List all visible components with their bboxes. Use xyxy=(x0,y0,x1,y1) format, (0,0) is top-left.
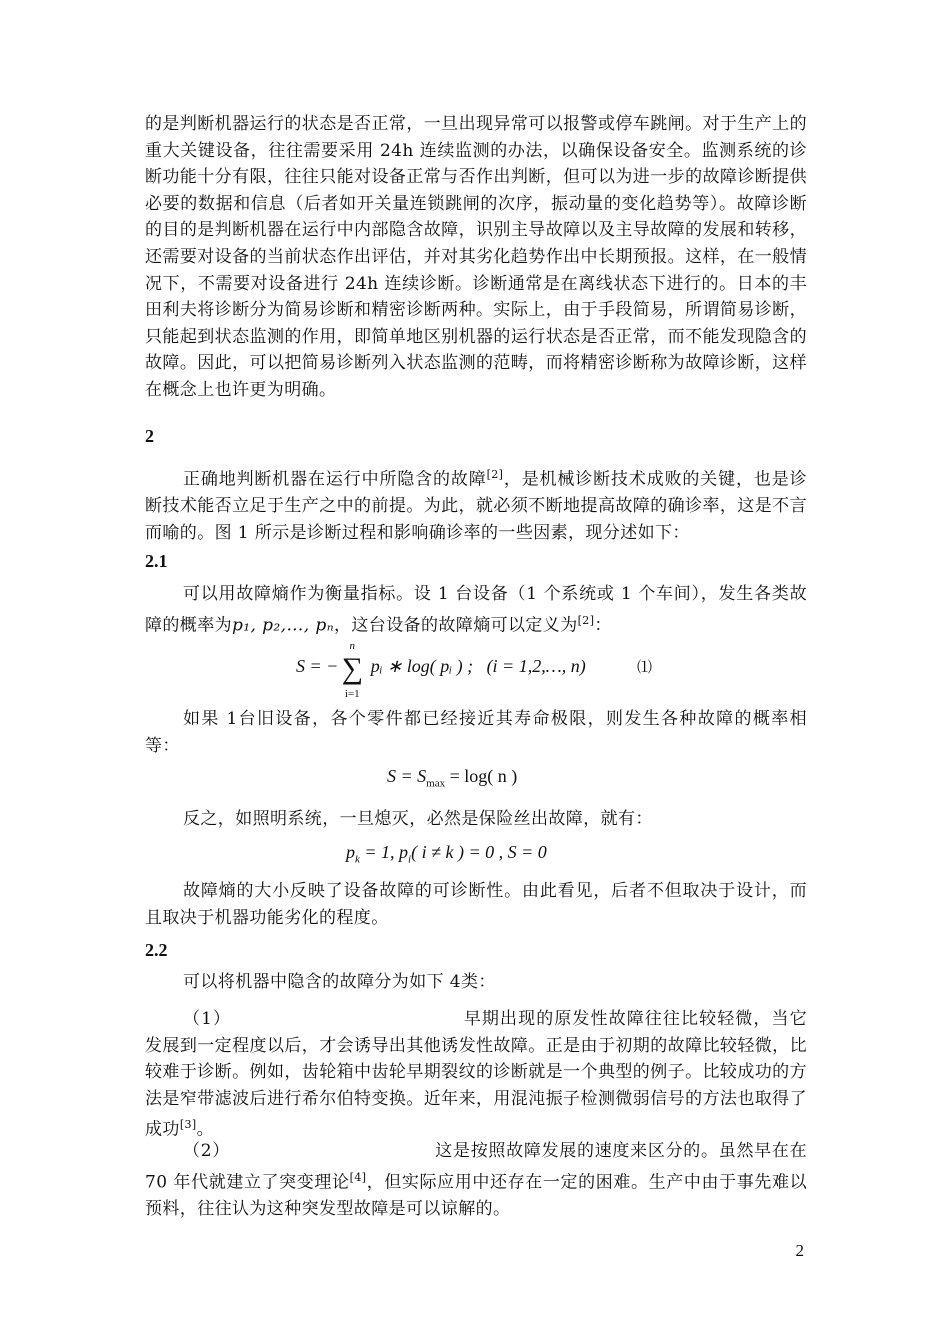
formula-zero-entropy: $p_k = 1$, $p_i$( i ≠ k ) = 0 , S = 0 xyxy=(346,842,547,866)
section-heading-2-1: 2.1 xyxy=(145,551,168,571)
summation-sign: n ∑ i=1 xyxy=(341,640,363,700)
paragraph-equal-probability: 如果 1台旧设备，各个零件都已经接近其寿命极限，则发生各种故障的概率相等： xyxy=(145,709,807,756)
formula-number-1: ⑴ xyxy=(637,658,653,676)
paragraph-section-2-1: 可以用故障熵作为衡量指标。设 1 台设备（1 个系统或 1 个车间），发生各类故障的概率为p₁, p₂,…, pₙ，这台设备的故障熵可以定义为[2]： xyxy=(145,584,807,636)
paragraph-fault-type-2: （2） 这是按照故障发展的速度来区分的。虽然早在在 70 年代就建立了突变理论[4]，但实际应用中还存在一定的困难。生产中由于事先难以预料，往往认为这种突发型故障是可以谅解的。 xyxy=(145,1141,807,1219)
paragraph-section-2: 正确地判断机器在运行中所隐含的故障[2]，是机械诊断技术成败的关键，也是诊断技术能否立足于生产之中的前提。为此，就必须不断地提高故障的确诊率，这是不言而喻的。图 1 所示是诊断过程和影响确诊率的一些因素，现分述如下： xyxy=(145,468,807,543)
paragraph-fault-type-1: （1） 早期出现的原发性故障往往比较轻微，当它发展到一定程度以后，才会诱导出其他诱发性故障。正是由于初期的故障比较轻微，比较难于诊断。例如，齿轮箱中齿轮早期裂纹的诊断就是一个典型的例子。比较成功的方法是窄带滤波后进行希尔伯特变换。近年来，用混沌振子检测微弱信号的方法也取得了成功[3]。 xyxy=(145,1009,807,1141)
section-heading-2-2: 2.2 xyxy=(145,940,168,960)
formula-entropy: S = − n ∑ i=1 pᵢ ∗ log( pᵢ ) ; (i = 1,2,…, n) xyxy=(296,640,586,700)
paragraph-section-2-2: 可以将机器中隐含的故障分为如下 4类： xyxy=(183,972,496,992)
section-heading-2: 2 xyxy=(145,426,154,446)
paragraph-diagnosability: 故障熵的大小反映了设备故障的可诊断性。由此看见，后者不但取决于设计，而且取决于机器功能劣化的程度。 xyxy=(145,881,807,928)
page-number: 2 xyxy=(795,1241,804,1260)
formula-max-entropy: $S = S_{max} = \log$( n ) xyxy=(387,766,518,790)
paragraph-lighting: 反之，如照明系统，一旦熄灭，必然是保险丝出故障，就有： xyxy=(183,809,653,829)
paragraph-intro: 的是判断机器运行的状态是否正常，一旦出现异常可以报警或停车跳闸。对于生产上的重大关键设备，往往需要采用 24h 连续监测的办法，以确保设备安全。监测系统的诊断功能十分有限，往往只能对设备正常与否作出判断，但可以为进一步的故障诊断提供必要的数据和信息（后者如开关量连锁跳闸的次序，振动量的变化趋势等）。故障诊断的目的是判断机器在运行中内部隐含故障，识别主导故障以及主导故障的发展和转移，还需要对设备的当前状态作出评估，并对其劣化趋势作出中长期预报。这样，在一般情况下，不需要对设备进行 24h 连续诊断。诊断通常是在离线状态下进行的。日本的丰田利夫将诊断分为简易诊断和精密诊断两种。实际上，由于手段简易，所谓简易诊断，只能起到状态监测的作用，即简单地区别机器的运行状态是否正常，而不能发现隐含的故障。因此，可以把简易诊断列入状态监测的范畴，而将精密诊断称为故障诊断，这样在概念上也许更为明确。 xyxy=(145,114,807,400)
